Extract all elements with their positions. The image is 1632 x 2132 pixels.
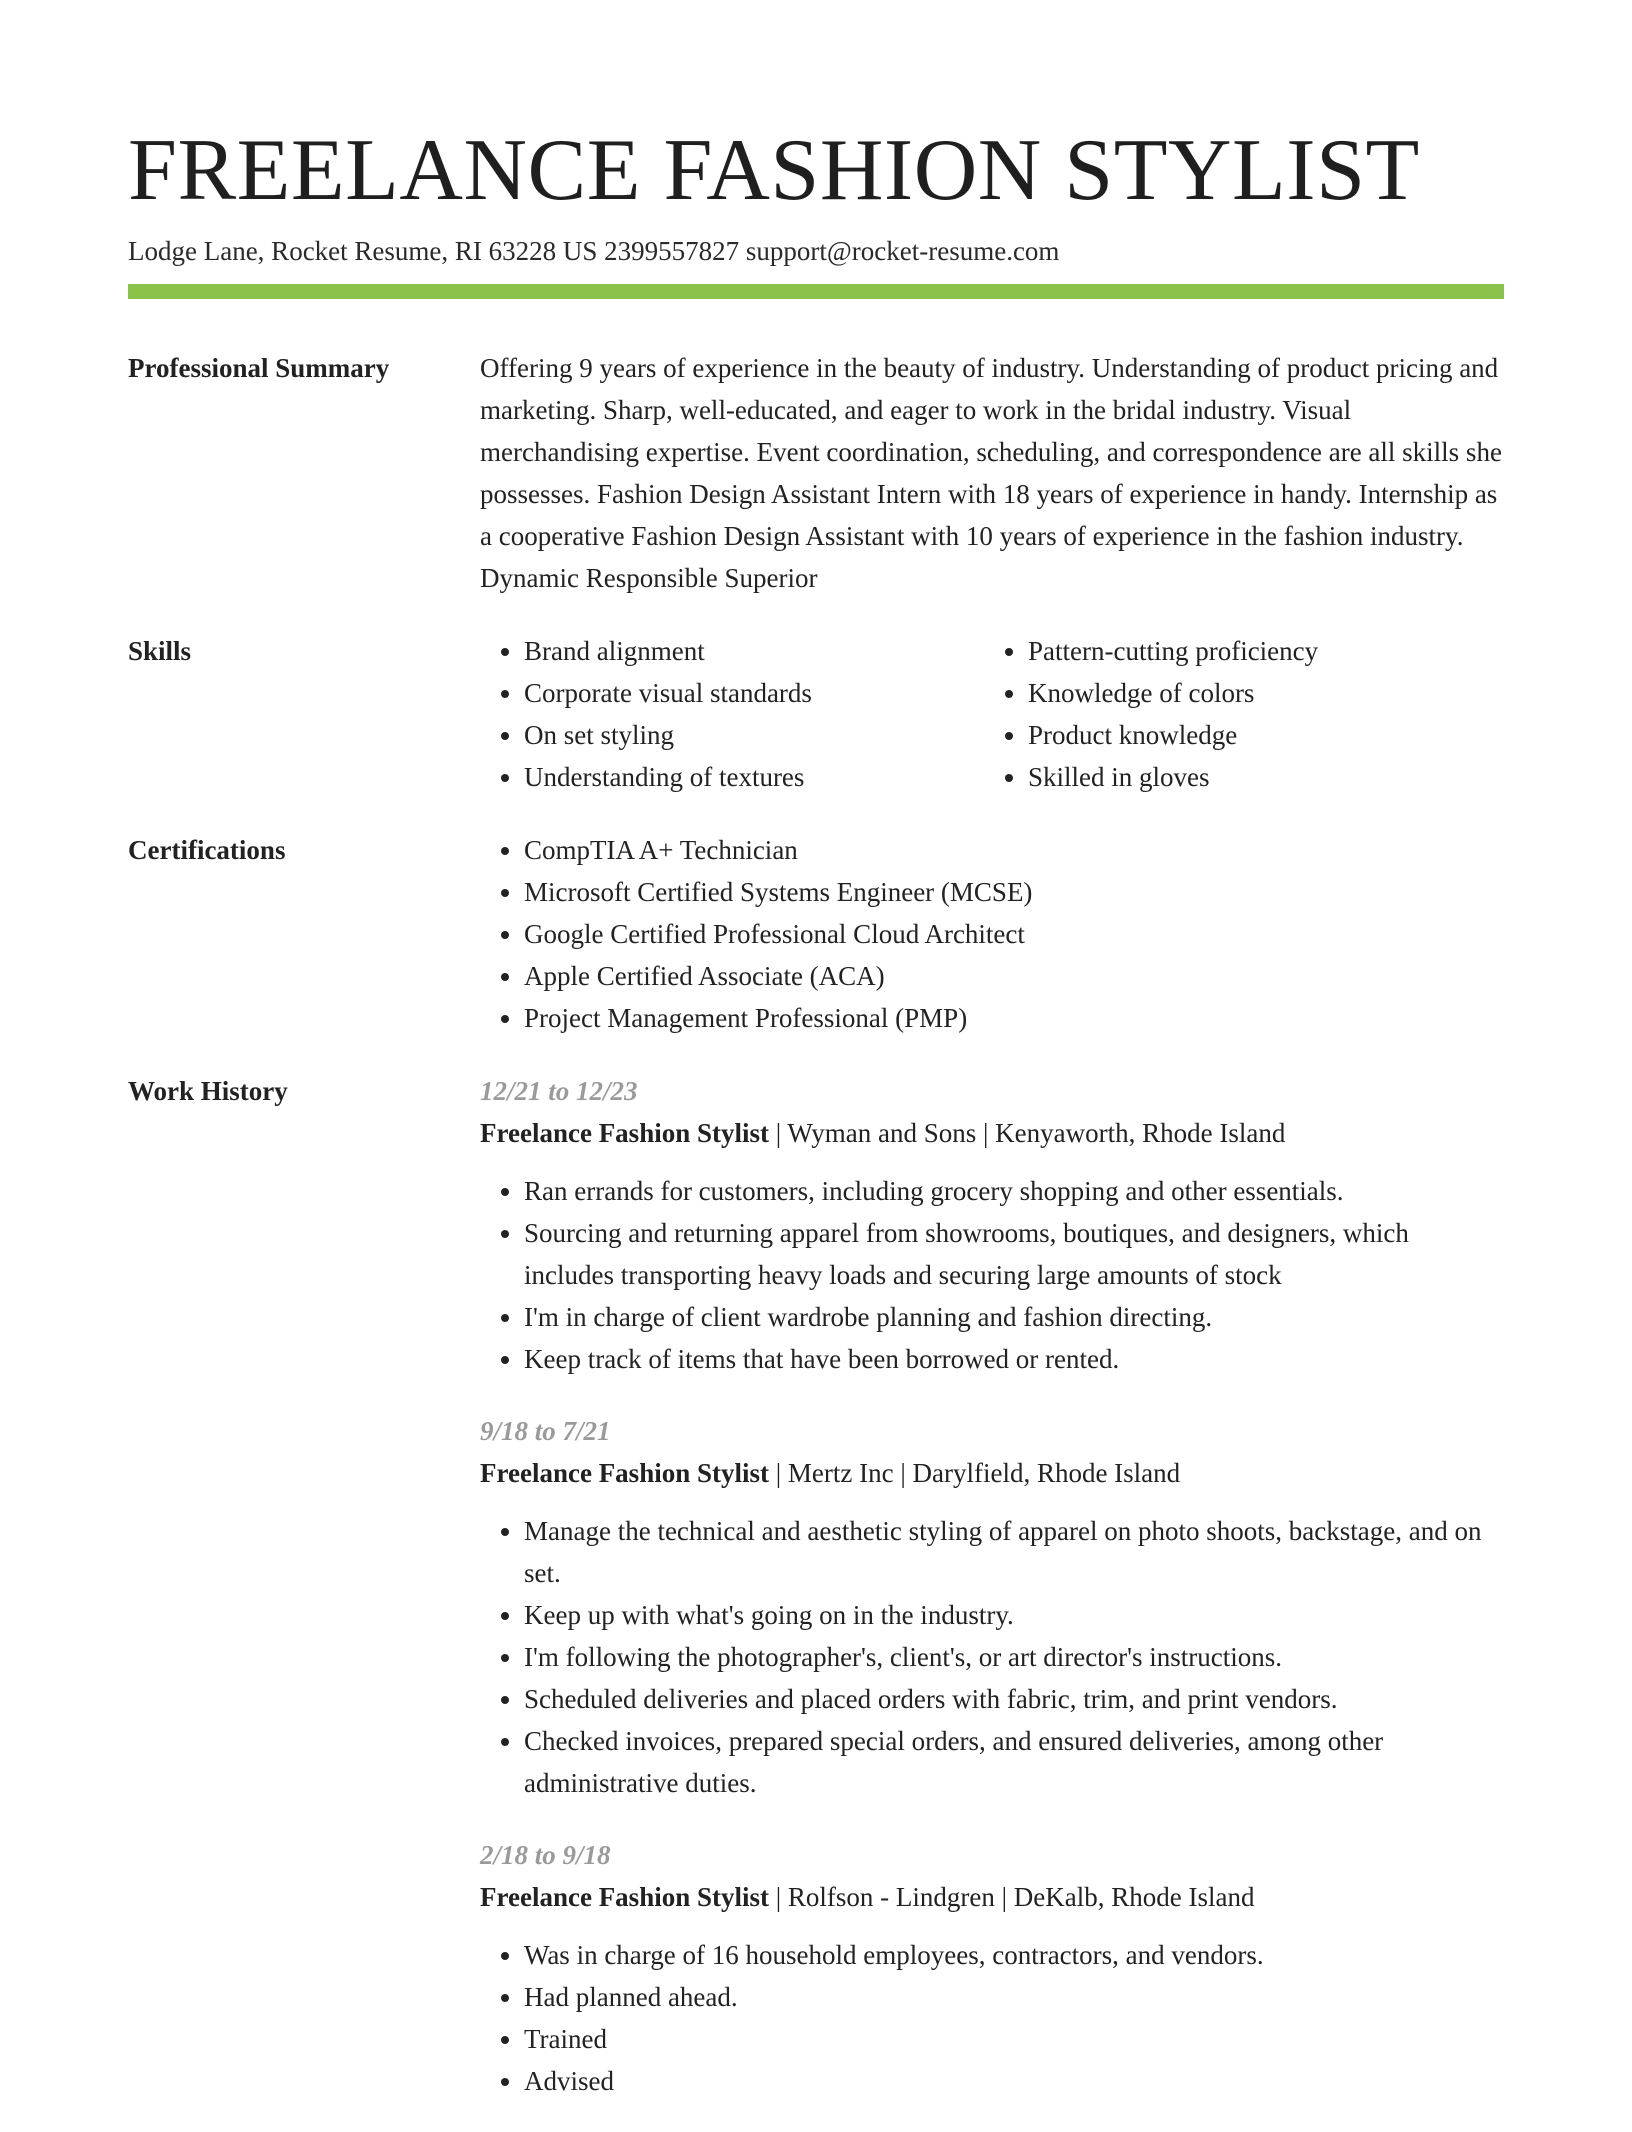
job-title: Freelance Fashion Stylist: [480, 1882, 769, 1912]
work-history-section: [128, 1070, 1504, 2132]
list-item: • Sourcing and returning apparel from showrooms, boutiques, and designers, which includes transporting heavy loads and securing large amounts of stock: [524, 1212, 1504, 1296]
list-item: • Trained: [524, 2018, 1504, 2060]
list-item: • Corporate visual standards: [524, 672, 984, 714]
list-item: • Microsoft Certified Systems Engineer (MCSE): [524, 871, 1504, 913]
list-item: • Pattern-cutting proficiency: [1028, 630, 1488, 672]
job-title: Freelance Fashion Stylist: [480, 1458, 769, 1488]
summary-label: Professional Summary: [128, 353, 390, 383]
job-details: | Wyman and Sons | Kenyaworth, Rhode Island: [768, 1118, 1286, 1148]
job-duties-list: [480, 1510, 1504, 1804]
list-item: • Was in charge of 16 household employees, contractors, and vendors.: [524, 1934, 1504, 1976]
resume-page: [128, 118, 1504, 2132]
list-item: • Manage the technical and aesthetic styling of apparel on photo shoots, backstage, and on set.: [524, 1510, 1504, 1594]
list-item: • CompTIA A+ Technician: [524, 829, 1504, 871]
certifications-section: [128, 829, 1504, 1039]
job-date: 2/18 to 9/18: [480, 1840, 611, 1870]
summary-body: [480, 347, 1504, 599]
job-heading: [480, 1112, 1504, 1154]
list-item: • Google Certified Professional Cloud Architect: [524, 913, 1504, 955]
list-item: • Understanding of textures: [524, 756, 984, 798]
certifications-list: [480, 829, 1504, 1039]
list-item: • Project Management Professional (PMP): [524, 997, 1504, 1039]
work-history-body: [480, 1070, 1504, 2132]
skills-column-right: [984, 630, 1488, 798]
job-details: | Rolfson - Lindgren | DeKalb, Rhode Island: [768, 1882, 1255, 1912]
summary-section: [128, 347, 1504, 599]
list-item: • Product knowledge: [1028, 714, 1488, 756]
list-item: • Keep up with what's going on in the industry.: [524, 1594, 1504, 1636]
list-item: • On set styling: [524, 714, 984, 756]
skills-list-right: [984, 630, 1488, 798]
job-details: | Mertz Inc | Darylfield, Rhode Island: [768, 1458, 1181, 1488]
list-item: • Checked invoices, prepared special orders, and ensured deliveries, among other administrative duties.: [524, 1720, 1504, 1804]
job-entry: [480, 1410, 1504, 1804]
resume-title: FREELANCE FASHION STYLIST: [128, 122, 1420, 219]
accent-divider: [128, 284, 1504, 299]
job-entry: [480, 1834, 1504, 2102]
list-item: • Skilled in gloves: [1028, 756, 1488, 798]
certifications-label: Certifications: [128, 835, 286, 865]
list-item: • Keep track of items that have been borrowed or rented.: [524, 1338, 1504, 1380]
job-heading: [480, 1452, 1504, 1494]
list-item: • I'm in charge of client wardrobe planning and fashion directing.: [524, 1296, 1504, 1338]
job-duties-list: [480, 1934, 1504, 2102]
list-item: • Apple Certified Associate (ACA): [524, 955, 1504, 997]
skills-section: [128, 630, 1504, 798]
job-entry: [480, 1070, 1504, 1380]
list-item: • Scheduled deliveries and placed orders with fabric, trim, and print vendors.: [524, 1678, 1504, 1720]
skills-list-left: [480, 630, 984, 798]
contact-line: Lodge Lane, Rocket Resume, RI 63228 US 2399557827 support@rocket-resume.com: [128, 236, 1060, 266]
list-item: • I'm following the photographer's, client's, or art director's instructions.: [524, 1636, 1504, 1678]
list-item: • Advised: [524, 2060, 1504, 2102]
list-item: • Had planned ahead.: [524, 1976, 1504, 2018]
list-item: • Ran errands for customers, including grocery shopping and other essentials.: [524, 1170, 1504, 1212]
list-item: • Knowledge of colors: [1028, 672, 1488, 714]
summary-text: Offering 9 years of experience in the beauty of industry. Understanding of product pricing and marketing. Sharp, well-educated, and eager to work in the bridal industry. Visual merchandising expertise. Event coordination, scheduling, and correspondence are all skills she possesses. Fashion Design Assistant Intern with 18 years of experience in handy. Internship as a cooperative Fashion Design Assistant with 10 years of experience in the fashion industry. Dynamic Responsible Superior: [480, 353, 1502, 593]
job-date: 12/21 to 12/23: [480, 1076, 638, 1106]
list-item: • Brand alignment: [524, 630, 984, 672]
job-duties-list: [480, 1170, 1504, 1380]
skills-body: [480, 630, 1504, 798]
skills-label: Skills: [128, 636, 192, 666]
work-history-label: Work History: [128, 1076, 288, 1106]
job-heading: [480, 1876, 1504, 1918]
job-title: Freelance Fashion Stylist: [480, 1118, 769, 1148]
skills-column-left: [480, 630, 984, 798]
job-date: 9/18 to 7/21: [480, 1416, 611, 1446]
certifications-body: [480, 829, 1504, 1039]
